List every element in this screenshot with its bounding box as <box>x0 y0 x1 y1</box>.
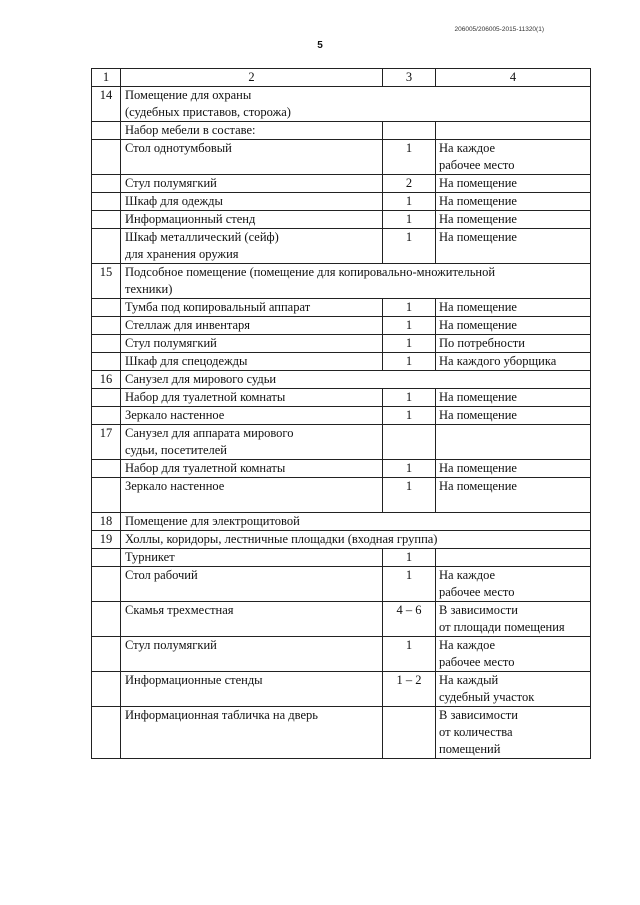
table-row <box>92 389 591 407</box>
item-name-cell <box>121 460 383 478</box>
item-name-cell <box>121 549 383 567</box>
quantity-cell: 1 <box>383 317 436 335</box>
quantity-cell: 1 <box>383 299 436 317</box>
item-name: Помещение для охраны <box>125 88 252 102</box>
note-line: от площади помещения <box>439 620 565 634</box>
item-name-cell <box>121 371 591 389</box>
item-name-cell <box>121 87 591 122</box>
note-cell <box>436 602 591 637</box>
item-name: техники) <box>125 282 173 296</box>
item-name: Помещение для электрощитовой <box>125 514 300 528</box>
item-name-cell <box>121 175 383 193</box>
item-name: Информационные стенды <box>125 673 263 687</box>
note-line: На каждое <box>439 638 496 652</box>
row-number <box>92 211 121 229</box>
note-line: На помещение <box>439 408 517 422</box>
item-name-cell <box>121 229 383 264</box>
row-number <box>92 317 121 335</box>
table-row <box>92 567 591 602</box>
table-row <box>92 407 591 425</box>
note-cell <box>436 317 591 335</box>
note-cell <box>436 389 591 407</box>
item-name: Тумба под копировальный аппарат <box>125 300 311 314</box>
note-cell <box>436 707 591 759</box>
quantity-cell: 1 <box>383 353 436 371</box>
table-row <box>92 513 591 531</box>
note-line: На помещение <box>439 390 517 404</box>
note-line: На каждое <box>439 568 496 582</box>
item-name: Стол однотумбовый <box>125 141 232 155</box>
item-name-cell <box>121 707 383 759</box>
table-row <box>92 637 591 672</box>
column-header: 4 <box>436 69 591 87</box>
item-name: Турникет <box>125 550 175 564</box>
item-name: Зеркало настенное <box>125 479 225 493</box>
item-name-cell <box>121 637 383 672</box>
note-line: На помещение <box>439 194 517 208</box>
quantity-cell: 1 <box>383 637 436 672</box>
item-name: Стеллаж для инвентаря <box>125 318 251 332</box>
note-line: рабочее место <box>439 158 515 172</box>
item-name-cell <box>121 478 383 513</box>
note-cell <box>436 211 591 229</box>
quantity-cell: 1 <box>383 567 436 602</box>
item-name: Стул полумягкий <box>125 176 217 190</box>
note-cell <box>436 425 591 460</box>
row-number: 17 <box>92 425 121 460</box>
item-name: Набор мебели в составе: <box>125 123 256 137</box>
column-header: 3 <box>383 69 436 87</box>
note-cell <box>436 478 591 513</box>
quantity-cell: 1 <box>383 140 436 175</box>
quantity-cell: 1 <box>383 460 436 478</box>
note-line: рабочее место <box>439 655 515 669</box>
item-name-cell <box>121 264 591 299</box>
row-number <box>92 175 121 193</box>
quantity-cell: 1 <box>383 193 436 211</box>
item-name-cell <box>121 389 383 407</box>
item-name-cell <box>121 193 383 211</box>
item-name-cell <box>121 335 383 353</box>
item-name: Шкаф для спецодежды <box>125 354 248 368</box>
quantity-cell: 2 <box>383 175 436 193</box>
quantity-cell: 1 <box>383 389 436 407</box>
note-cell <box>436 122 591 140</box>
item-name: Стол рабочий <box>125 568 198 582</box>
note-cell <box>436 229 591 264</box>
item-name-cell <box>121 672 383 707</box>
item-name-cell <box>121 211 383 229</box>
note-cell <box>436 567 591 602</box>
note-line: от количества <box>439 725 513 739</box>
note-line: помещений <box>439 742 501 756</box>
table-row <box>92 122 591 140</box>
row-number <box>92 549 121 567</box>
row-number <box>92 672 121 707</box>
item-name-cell <box>121 122 383 140</box>
table-row <box>92 335 591 353</box>
quantity-cell: 1 <box>383 407 436 425</box>
row-number <box>92 229 121 264</box>
note-line: На помещение <box>439 461 517 475</box>
table-row <box>92 193 591 211</box>
note-cell <box>436 460 591 478</box>
row-number <box>92 602 121 637</box>
note-cell <box>436 549 591 567</box>
note-line: На помещение <box>439 479 517 493</box>
item-name-cell <box>121 602 383 637</box>
row-number: 18 <box>92 513 121 531</box>
quantity-cell: 1 <box>383 229 436 264</box>
row-number <box>92 335 121 353</box>
item-name-cell <box>121 567 383 602</box>
table-row <box>92 229 591 264</box>
row-number <box>92 478 121 513</box>
note-line: В зависимости <box>439 603 518 617</box>
item-name: Санузел для мирового судьи <box>125 372 277 386</box>
item-name: Санузел для аппарата мирового <box>125 426 294 440</box>
table-row <box>92 140 591 175</box>
quantity-cell: 1 – 2 <box>383 672 436 707</box>
table-row <box>92 602 591 637</box>
item-name-cell <box>121 513 591 531</box>
item-name: Шкаф для одежды <box>125 194 223 208</box>
item-name: для хранения оружия <box>125 247 239 261</box>
table-row <box>92 299 591 317</box>
note-line: На каждого уборщика <box>439 354 557 368</box>
item-name: Скамья трехместная <box>125 603 234 617</box>
item-name: Стул полумягкий <box>125 336 217 350</box>
row-number <box>92 389 121 407</box>
page-number: 5 <box>317 40 323 51</box>
item-name-cell <box>121 353 383 371</box>
note-cell <box>436 637 591 672</box>
table-row <box>92 531 591 549</box>
quantity-cell <box>383 425 436 460</box>
document-id: 206005/206005-2015-11320(1) <box>454 26 544 33</box>
item-name: Набор для туалетной комнаты <box>125 390 286 404</box>
quantity-cell: 1 <box>383 478 436 513</box>
note-line: На помещение <box>439 212 517 226</box>
note-cell <box>436 407 591 425</box>
item-name: судьи, посетителей <box>125 443 227 457</box>
item-name: Набор для туалетной комнаты <box>125 461 286 475</box>
item-name-cell <box>121 531 591 549</box>
item-name: Информационная табличка на дверь <box>125 708 318 722</box>
note-line: На каждый <box>439 673 499 687</box>
table-row <box>92 371 591 389</box>
table-row <box>92 211 591 229</box>
table-row <box>92 672 591 707</box>
row-number <box>92 407 121 425</box>
note-line: На помещение <box>439 318 517 332</box>
row-number <box>92 299 121 317</box>
note-line: На каждое <box>439 141 496 155</box>
note-line: На помещение <box>439 230 517 244</box>
table-row <box>92 264 591 299</box>
column-header: 1 <box>92 69 121 87</box>
note-line: судебный участок <box>439 690 535 704</box>
item-name-cell <box>121 317 383 335</box>
table-row <box>92 353 591 371</box>
note-line: В зависимости <box>439 708 518 722</box>
row-number: 15 <box>92 264 121 299</box>
column-header: 2 <box>121 69 383 87</box>
table-row <box>92 549 591 567</box>
row-number <box>92 707 121 759</box>
table-row <box>92 87 591 122</box>
table-row <box>92 478 591 513</box>
note-cell <box>436 140 591 175</box>
note-cell <box>436 672 591 707</box>
item-name: Стул полумягкий <box>125 638 217 652</box>
item-name: (судебных приставов, сторожа) <box>125 105 291 119</box>
row-number <box>92 460 121 478</box>
quantity-cell: 1 <box>383 549 436 567</box>
item-name: Шкаф металлический (сейф) <box>125 230 279 244</box>
row-number: 19 <box>92 531 121 549</box>
item-name: Зеркало настенное <box>125 408 225 422</box>
row-number: 14 <box>92 87 121 122</box>
table-row <box>92 707 591 759</box>
quantity-cell <box>383 122 436 140</box>
table-row <box>92 175 591 193</box>
note-line: На помещение <box>439 176 517 190</box>
quantity-cell: 4 – 6 <box>383 602 436 637</box>
note-cell <box>436 335 591 353</box>
quantity-cell <box>383 707 436 759</box>
item-name-cell <box>121 425 383 460</box>
note-line: На помещение <box>439 300 517 314</box>
note-line: рабочее место <box>439 585 515 599</box>
note-cell <box>436 193 591 211</box>
quantity-cell: 1 <box>383 211 436 229</box>
row-number <box>92 353 121 371</box>
item-name-cell <box>121 140 383 175</box>
item-name: Холлы, коридоры, лестничные площадки (входная группа) <box>125 532 438 546</box>
table-row <box>92 317 591 335</box>
item-name: Информационный стенд <box>125 212 256 226</box>
table-header-row <box>92 69 591 87</box>
row-number: 16 <box>92 371 121 389</box>
note-cell <box>436 353 591 371</box>
row-number <box>92 193 121 211</box>
note-cell <box>436 175 591 193</box>
note-line: По потребности <box>439 336 525 350</box>
row-number <box>92 122 121 140</box>
item-name-cell <box>121 299 383 317</box>
item-name-cell <box>121 407 383 425</box>
table-row <box>92 425 591 460</box>
note-cell <box>436 299 591 317</box>
quantity-cell: 1 <box>383 335 436 353</box>
item-name: Подсобное помещение (помещение для копировально-множительной <box>125 265 496 279</box>
table-row <box>92 460 591 478</box>
row-number <box>92 140 121 175</box>
row-number <box>92 637 121 672</box>
row-number <box>92 567 121 602</box>
equipment-table <box>91 68 591 759</box>
